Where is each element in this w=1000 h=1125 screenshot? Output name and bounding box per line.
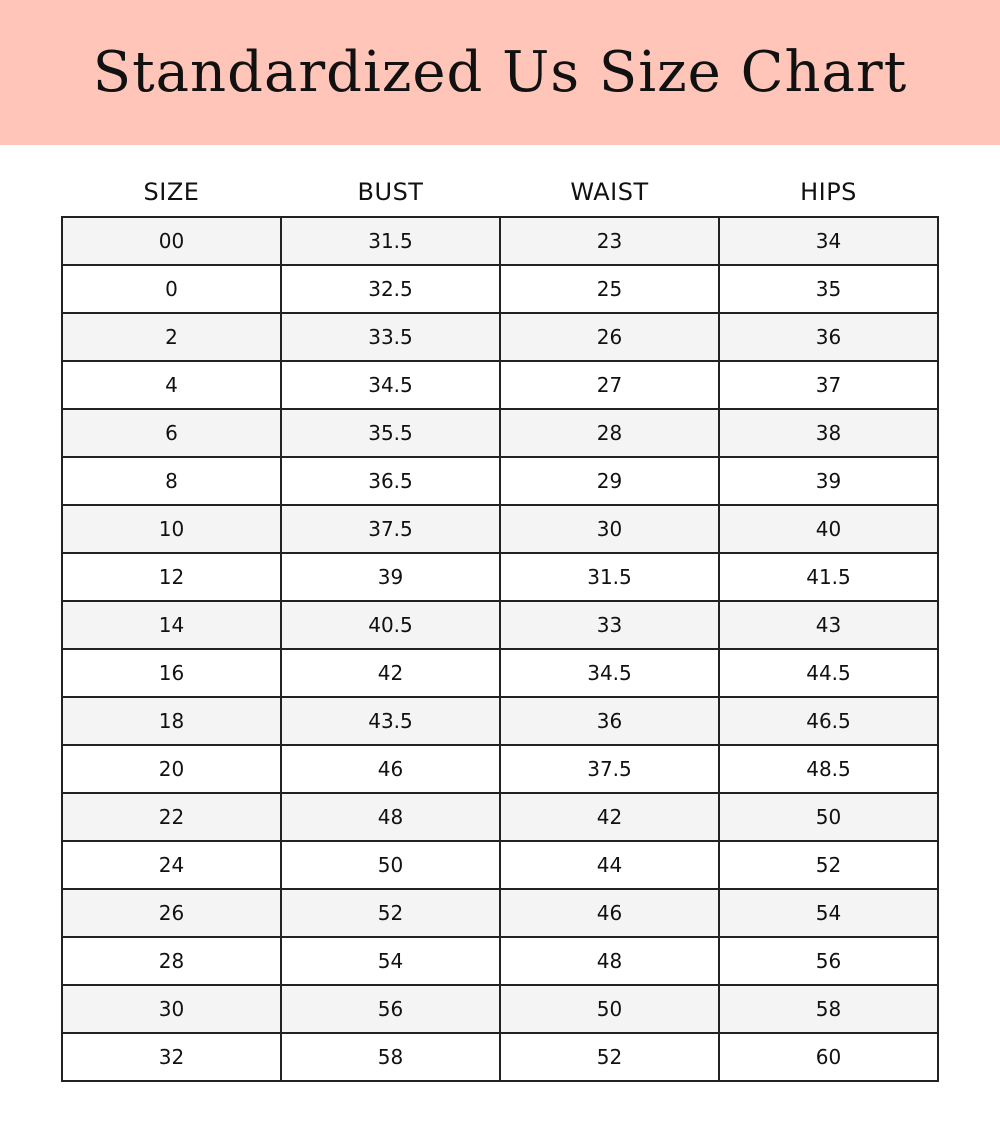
cell-waist: 30 [500,505,719,553]
cell-hips: 50 [719,793,938,841]
table-row [62,409,938,457]
cell-bust: 32.5 [281,265,500,313]
cell-hips: 36 [719,313,938,361]
cell-waist: 50 [500,985,719,1033]
cell-size: 16 [62,649,281,697]
cell-size: 8 [62,457,281,505]
cell-bust: 31.5 [281,217,500,265]
cell-hips: 37 [719,361,938,409]
cell-size: 14 [62,601,281,649]
table-row [62,937,938,985]
cell-hips: 40 [719,505,938,553]
cell-hips: 41.5 [719,553,938,601]
cell-bust: 35.5 [281,409,500,457]
cell-bust: 54 [281,937,500,985]
header-row [62,168,938,217]
table-row [62,841,938,889]
cell-waist: 44 [500,841,719,889]
cell-hips: 34 [719,217,938,265]
table-row [62,745,938,793]
cell-size: 22 [62,793,281,841]
cell-hips: 54 [719,889,938,937]
table-row [62,985,938,1033]
cell-bust: 34.5 [281,361,500,409]
table-row [62,457,938,505]
title-banner [0,0,1000,145]
cell-size: 32 [62,1033,281,1081]
cell-hips: 58 [719,985,938,1033]
cell-size: 12 [62,553,281,601]
cell-bust: 39 [281,553,500,601]
cell-waist: 23 [500,217,719,265]
cell-size: 28 [62,937,281,985]
cell-hips: 56 [719,937,938,985]
table-row [62,601,938,649]
cell-waist: 26 [500,313,719,361]
cell-size: 6 [62,409,281,457]
table-row [62,505,938,553]
header-waist: WAIST [500,168,719,217]
cell-size: 0 [62,265,281,313]
cell-waist: 25 [500,265,719,313]
cell-hips: 38 [719,409,938,457]
cell-waist: 33 [500,601,719,649]
table-row [62,889,938,937]
cell-bust: 33.5 [281,313,500,361]
page-title: Standardized Us Size Chart [92,40,908,105]
table-row [62,217,938,265]
table-row [62,313,938,361]
table-row [62,697,938,745]
cell-bust: 52 [281,889,500,937]
cell-hips: 39 [719,457,938,505]
cell-waist: 52 [500,1033,719,1081]
cell-bust: 56 [281,985,500,1033]
cell-size: 30 [62,985,281,1033]
cell-waist: 29 [500,457,719,505]
cell-size: 20 [62,745,281,793]
table-row [62,361,938,409]
cell-bust: 46 [281,745,500,793]
table-row [62,1033,938,1081]
cell-bust: 37.5 [281,505,500,553]
table-row [62,649,938,697]
table-body [62,217,938,1081]
cell-waist: 36 [500,697,719,745]
cell-bust: 36.5 [281,457,500,505]
cell-size: 4 [62,361,281,409]
cell-bust: 58 [281,1033,500,1081]
cell-waist: 28 [500,409,719,457]
cell-size: 00 [62,217,281,265]
cell-bust: 48 [281,793,500,841]
cell-size: 2 [62,313,281,361]
table-row [62,553,938,601]
cell-waist: 46 [500,889,719,937]
cell-size: 24 [62,841,281,889]
header-bust: BUST [281,168,500,217]
table-row [62,265,938,313]
cell-waist: 48 [500,937,719,985]
cell-bust: 43.5 [281,697,500,745]
cell-size: 18 [62,697,281,745]
cell-hips: 52 [719,841,938,889]
table-row [62,793,938,841]
cell-bust: 40.5 [281,601,500,649]
table-header [62,168,938,217]
cell-waist: 42 [500,793,719,841]
cell-waist: 34.5 [500,649,719,697]
cell-hips: 43 [719,601,938,649]
cell-hips: 44.5 [719,649,938,697]
size-chart-table [61,168,939,1082]
cell-size: 10 [62,505,281,553]
cell-hips: 35 [719,265,938,313]
cell-waist: 31.5 [500,553,719,601]
cell-size: 26 [62,889,281,937]
cell-hips: 48.5 [719,745,938,793]
header-hips: HIPS [719,168,938,217]
cell-bust: 42 [281,649,500,697]
cell-waist: 27 [500,361,719,409]
cell-hips: 60 [719,1033,938,1081]
cell-bust: 50 [281,841,500,889]
header-size: SIZE [62,168,281,217]
cell-hips: 46.5 [719,697,938,745]
cell-waist: 37.5 [500,745,719,793]
size-chart-container [61,168,939,1082]
